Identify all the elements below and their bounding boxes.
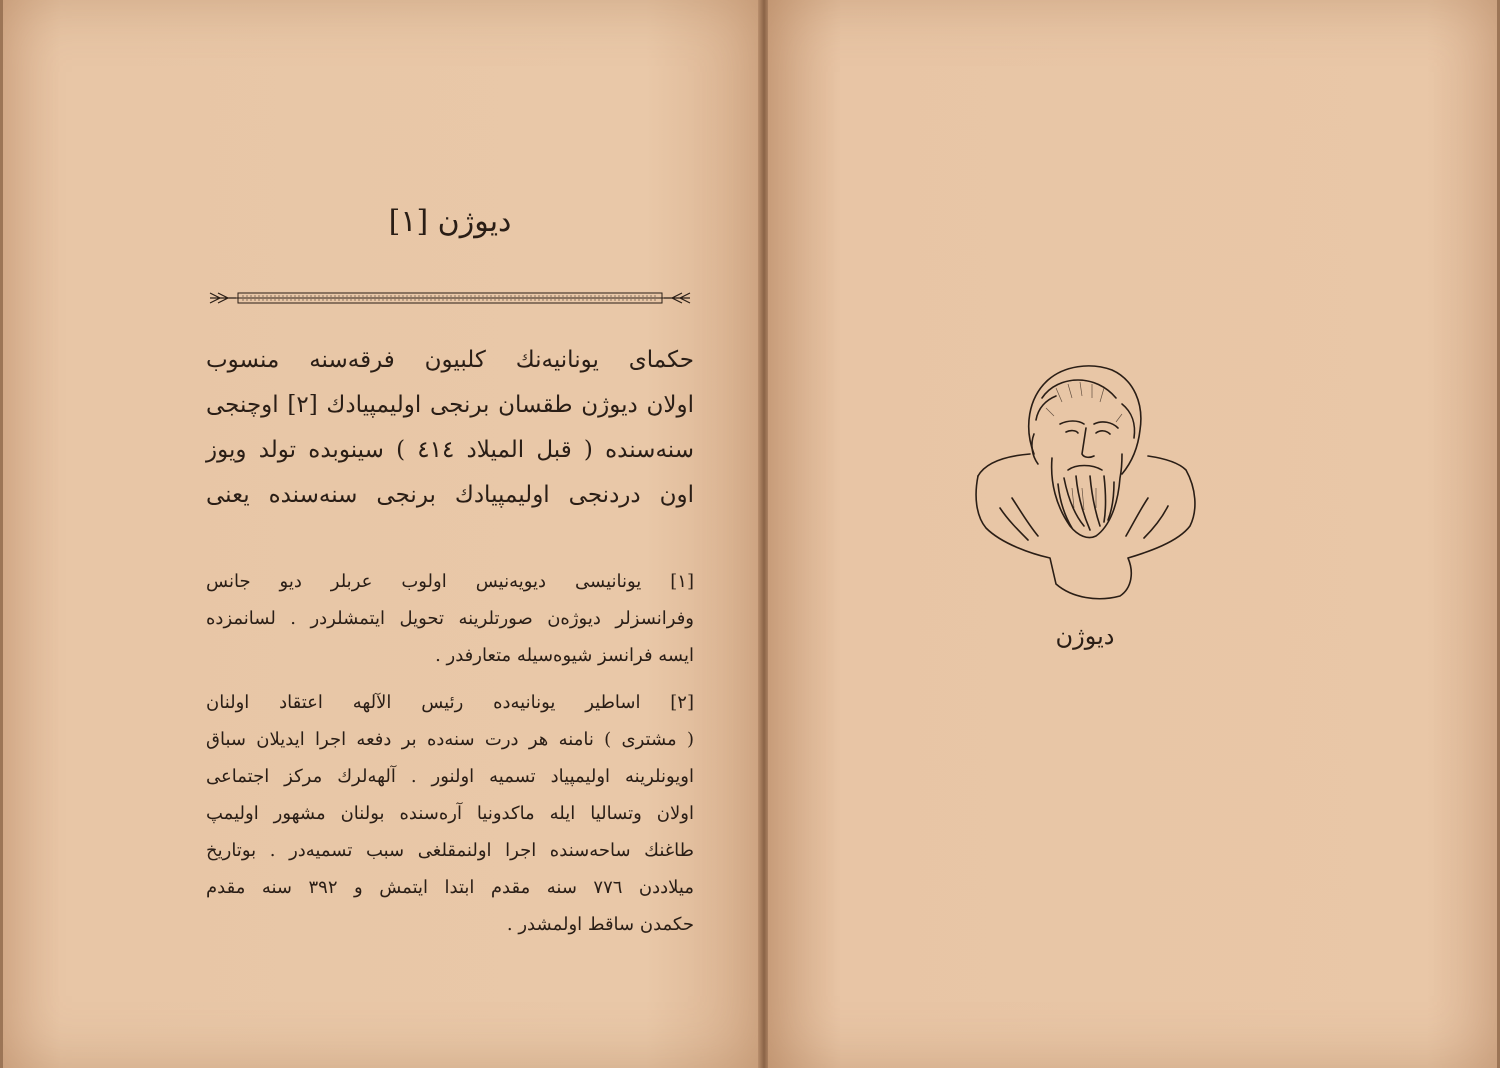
footnote-line: حکمدن ساقط اولمشدر . [506,914,694,935]
footnote-line: اولان وتسالیا ایله ماکدونیا آره‌سنده بولنان مشهور اولیمپ [206,803,694,824]
portrait-caption: دیوژن [1055,622,1115,650]
footnote-line: وفرانسزلر دیوژه‌ن صورتلرینه تحویل ایتمشلردر . لسانمزده [206,608,694,629]
body-line: سنه‌سنده ( قبل المیلاد ٤١٤ ) سینوبده تولد ویوز [206,437,694,463]
body-line: اون دردنجی اولیمپیادك برنجی سنه‌سنده یعنی [206,482,694,508]
footnote-1 [206,563,694,674]
footnote-line: طاغنك ساحه‌سنده اجرا اولنمقلغی سبب تسمیه‌در . بوتاریخ [206,840,694,861]
left-book-edge [0,0,3,1068]
main-paragraph [206,338,694,518]
body-line: اولان دیوژن طقسان برنجی اولیمپیادك [۲] اوچنجی [206,392,694,418]
footnote-line: [۲] اساطیر یونانیه‌ده رئیس الآلهه اعتقاد اولنان [206,692,694,713]
footnote-line: [۱] یونانیسی دیویه‌نیس اولوب عربلر دیو جانس [206,571,694,592]
ornamental-divider [208,290,692,306]
footnote-line: میلاددن ۷۷٦ سنه مقدم ابتدا ایتمش و ۳۹۲ سنه مقدم [206,877,695,898]
footnote-line: ( مشتری ) نامنه هر درت سنه‌ده بر دفعه اجرا ایدیلان سباق [206,729,694,750]
diogenes-portrait-image [972,358,1198,602]
page-title: دیوژن [۱] [388,204,512,239]
footnote-line: اویونلرینه اولیمپیاد تسمیه اولنور . آلهه‌لرك مرکز اجتماعی [206,766,694,787]
footnote-2 [206,684,694,943]
footnote-line: ایسه فرانسز شیوه‌سیله متعارفدر . [435,645,694,666]
body-line: حکمای یونانیه‌نك کلبیون فرقه‌سنه منسوب [206,347,694,373]
